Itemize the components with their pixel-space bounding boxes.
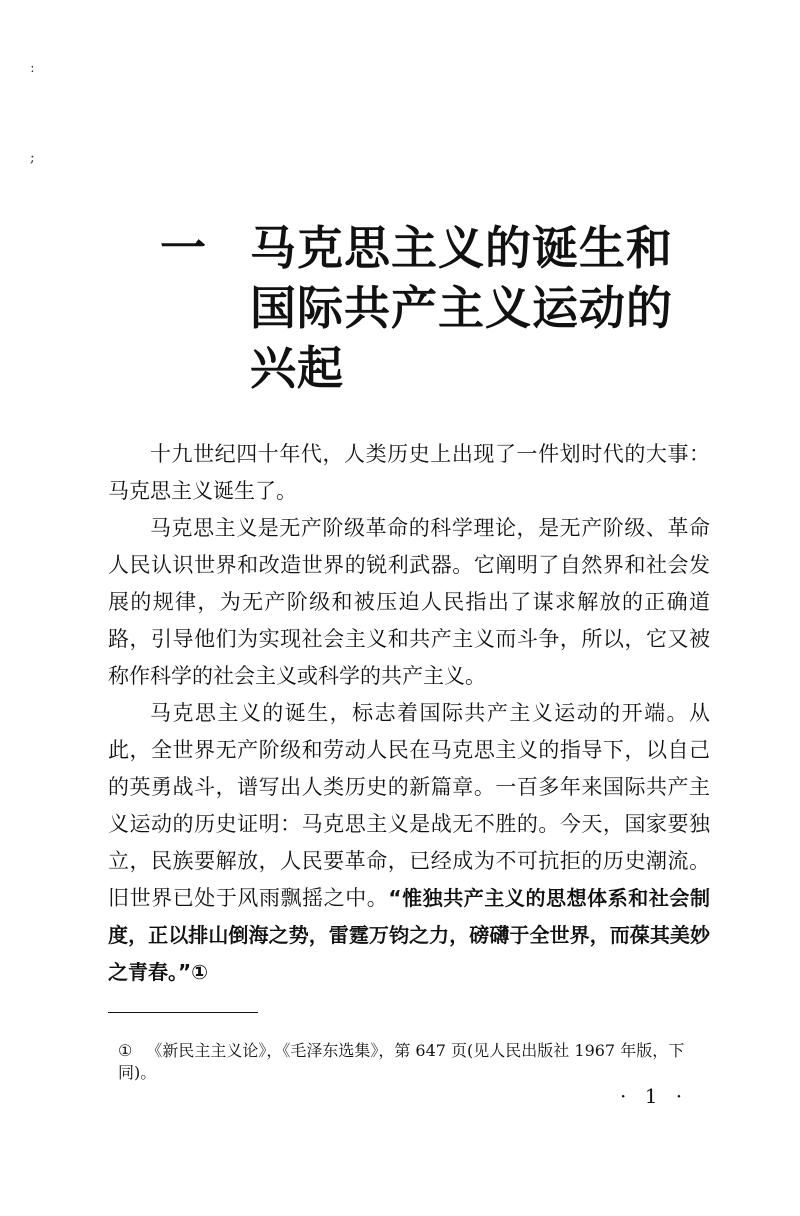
body-text bbox=[108, 436, 710, 991]
page-number: · 1 · bbox=[620, 1084, 689, 1108]
scan-mark: ː bbox=[30, 60, 35, 76]
chapter-number: 一 bbox=[160, 221, 206, 275]
footnote-divider bbox=[108, 1012, 258, 1013]
footnote-marker: ① bbox=[118, 1041, 133, 1060]
paragraph-1: 十九世纪四十年代，人类历史上出现了一件划时代的大事：马克思主义诞生了。 bbox=[108, 442, 710, 503]
paragraph-2: 马克思主义是无产阶级革命的科学理论，是无产阶级、革命人民认识世界和改造世界的锐利武器。它阐明了自然界和社会发展的规律，为无产阶级和被压迫人民指出了谋求解放的正确道路，引导他们为实现社会主义和共产主义而斗争，所以，它又被称作科学的社会主义或科学的共产主义。 bbox=[108, 516, 710, 688]
mao-quote: “惟独共产主义的思想体系和社会制度，正以排山倒海之势，雷霆万钧之力，磅礴于全世界，而葆其美妙之青春。”① bbox=[108, 886, 710, 984]
scan-mark: ; bbox=[30, 150, 35, 166]
paragraph-3-text: 马克思主义的诞生，标志着国际共产主义运动的开端。从此，全世界无产阶级和劳动人民在马克思主义的指导下，以自己的英勇战斗，谱写出人类历史的新篇章。一百多年来国际共产主义运动的历史证明：马克思主义是战无不胜的。今天，国家要独立，民族要解放，人民要革命，已经成为不可抗拒的历史潮流。旧世界已处于风雨飘摇之中。 bbox=[108, 701, 710, 910]
paragraph-3 bbox=[108, 695, 710, 991]
chapter-title: 马克思主义的诞生和国际共产主义运动的兴起 bbox=[250, 221, 673, 395]
footnote-text: 《新民主主义论》，《毛泽东选集》，第 647 页(见人民出版社 1967 年版，下同)。 bbox=[118, 1041, 685, 1082]
footnote bbox=[118, 1040, 718, 1084]
